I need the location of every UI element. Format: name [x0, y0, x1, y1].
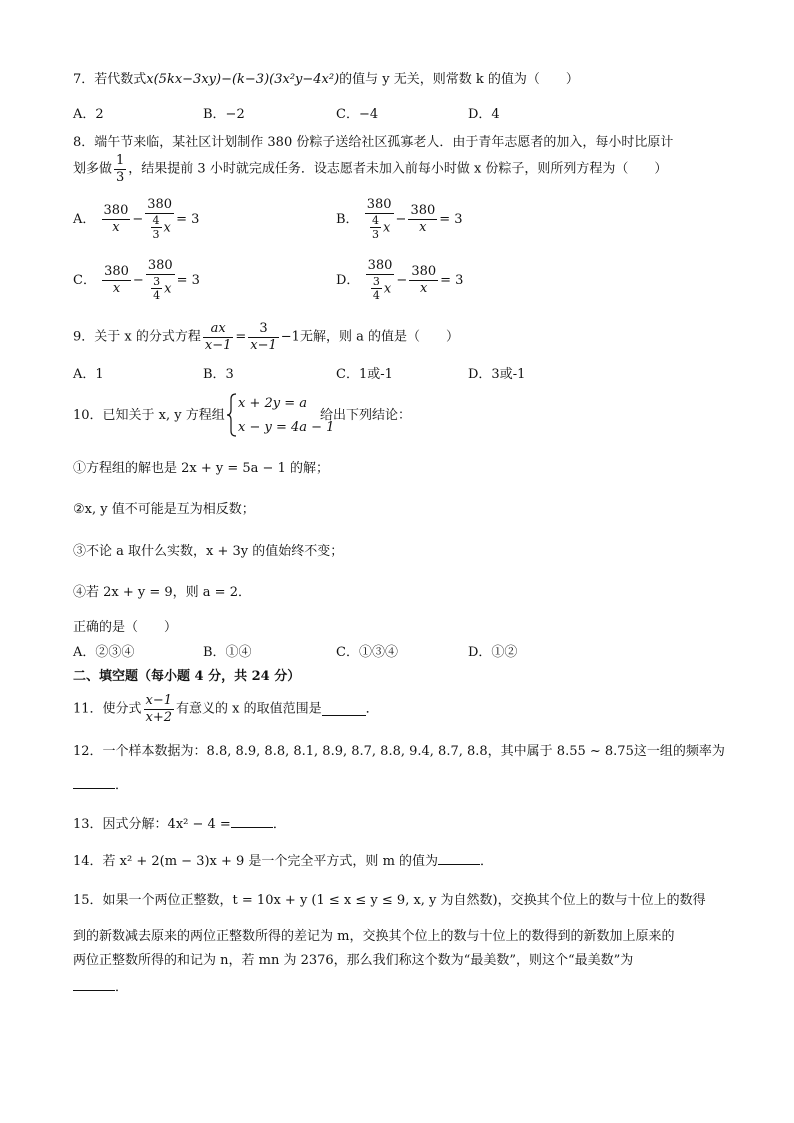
q10-ask: 正确的是（ ）: [73, 620, 178, 635]
q7-option-b: B．−2: [203, 107, 245, 122]
q9-option-d: D．3或-1: [468, 367, 526, 382]
q7-tail: 的值与 y 无关，则常数 k 的值为（ ）: [339, 72, 579, 87]
q7-stem: [73, 73, 579, 86]
q14-stem: 14．若 x² + 2(m − 3)x + 9 是一个完全平方式，则 m 的值为 ．: [73, 854, 494, 869]
q15-line2: 到的新数减去原来的两位正整数所得的差记为 m，交换其个位上的数与十位上的数得到的新数加上原来的: [73, 929, 675, 944]
q8-fraction-one-third: $\frac{1}{3}$: [116, 153, 125, 185]
q10-conclusion-2: ②x, y 值不可能是互为相反数；: [73, 502, 255, 517]
section-heading: 二、填空题（每小题 4 分，共 24 分）: [73, 669, 301, 684]
q9-option-c: C．1或-1: [336, 367, 393, 382]
q15-answer-blank[interactable]: [73, 978, 115, 991]
q10-option-c: C．①③④: [336, 645, 398, 660]
brace-symbol: [226, 393, 238, 437]
q9-option-a: A．1: [73, 367, 104, 382]
q12-answer-blank[interactable]: [73, 776, 115, 789]
q13-stem: 13．因式分解：4x² − 4 = ．: [73, 817, 286, 832]
q11-stem: 11．使分式 $\frac{x-1}{x+2}$ 有意义的 x 的取值范围是 ．: [73, 693, 379, 725]
q8-option-a: A． $\frac{380}{x}$ − 380 $\frac{4}{3}$ x = 3: [73, 197, 200, 242]
q9-stem: 9．关于 x 的分式方程 $\frac{ax}{x-1}$ = $\frac{3}{x-1}$ −1无解，则 a 的值是（ ）: [73, 321, 459, 353]
q8-option-b: B． 380 $\frac{4}{3}$ x − $\frac{380}{x}$ = 3: [336, 197, 463, 242]
q15-answer-line: ．: [73, 978, 128, 994]
q7-option-a: A．2: [73, 107, 104, 122]
q10-conclusion-3: ③不论 a 取什么实数，x + 3y 的值始终不变；: [73, 544, 344, 559]
q10-equation-1: x + 2y = a: [238, 396, 308, 411]
q7-option-c: C．−4: [336, 107, 379, 122]
q8-line1: 8．端午节来临，某社区计划制作 380 份粽子送给社区孤寡老人．由于青年志愿者的加入，每小时比原计: [73, 135, 674, 150]
q10-option-b: B．①④: [203, 645, 252, 660]
q15-line1: 15．如果一个两位正整数，t = 10x + y (1 ≤ x ≤ y ≤ 9, x, y 为自然数)，交换其个位上的数与十位上的数得: [73, 893, 706, 908]
q12-answer-line: ．: [73, 776, 128, 792]
q15-line3: 两位正整数所得的和记为 n，若 mn 为 2376，那么我们称这个数为“最美数”，则这个“最美数”为: [73, 953, 634, 968]
q13-answer-blank[interactable]: [231, 815, 273, 828]
q14-answer-blank[interactable]: [438, 852, 480, 865]
q9-option-b: B．3: [203, 367, 234, 382]
q10-stem-pre: 10．已知关于 x, y 方程组: [73, 408, 225, 423]
q7-option-d: D．4: [468, 107, 500, 122]
q10-option-d: D．①②: [468, 645, 518, 660]
q10-stem-post: 给出下列结论：: [320, 408, 412, 423]
q8-option-c: C． $\frac{380}{x}$ − 380 $\frac{3}{4}$ x = 3: [73, 258, 200, 303]
q7-expression: x(5kx−3xy)−(k−3)(3x²y−4x²): [146, 72, 340, 87]
q12-stem: 12．一个样本数据为：8.8, 8.9, 8.8, 8.1, 8.9, 8.7, 8.8, 9.4, 8.7, 8.8，其中属于 8.55 ~ 8.75这一组的频率为: [73, 744, 725, 759]
q8-option-d: D． 380 $\frac{3}{4}$ x − $\frac{380}{x}$ = 3: [336, 258, 464, 303]
q10-equation-2: x − y = 4a − 1: [238, 420, 335, 435]
q7-number: 7．若代数式: [73, 72, 147, 87]
q10-option-a: A．②③④: [73, 645, 135, 660]
q8-line2: 划多做 $\frac{1}{3}$ ，结果提前 3 小时就完成任务．设志愿者未加入前每小时做 x 份粽子，则所列方程为（ ）: [73, 153, 668, 185]
q11-answer-blank[interactable]: [322, 703, 366, 716]
q10-conclusion-4: ④若 2x + y = 9，则 a = 2．: [73, 585, 251, 600]
q10-conclusion-1: ①方程组的解也是 2x + y = 5a − 1 的解；: [73, 461, 329, 476]
